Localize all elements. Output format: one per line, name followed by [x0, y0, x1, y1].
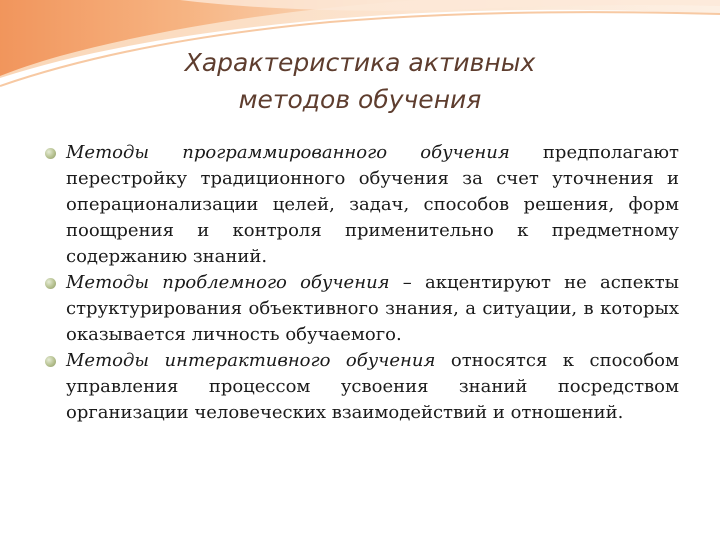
bullet-term: Методы программированного обучения [66, 142, 510, 163]
bullet-text: – акцентируют не аспекты структурирования объективного знания, а ситуации, в которых оказывается личность обучаемого. [66, 272, 679, 345]
list-item-interactive-learning [45, 348, 679, 426]
slide-title [100, 44, 620, 118]
bullet-term: Методы интерактивного обучения [66, 350, 436, 371]
bullet-dot-icon [45, 278, 56, 289]
bullet-text: предполагают перестройку традиционного обучения за счет уточнения и операционализации целей, задач, способов решения, форм поощрения и контроля применительно к предметному содержанию знаний. [66, 142, 679, 267]
bullet-list [45, 140, 679, 426]
bullet-text: относятся к способом управления процессом усвоения знаний посредством организации человеческих взаимодействий и отношений. [66, 350, 680, 423]
bullet-dot-icon [45, 356, 56, 367]
slide-title-line-1: Характеристика активных [184, 48, 536, 77]
list-item-problem-learning [45, 270, 679, 348]
bullet-dot-icon [45, 148, 56, 159]
list-item-programmed-learning [45, 140, 679, 270]
slide-title-line-2: методов обучения [238, 85, 482, 114]
bullet-term: Методы проблемного обучения [66, 272, 390, 293]
